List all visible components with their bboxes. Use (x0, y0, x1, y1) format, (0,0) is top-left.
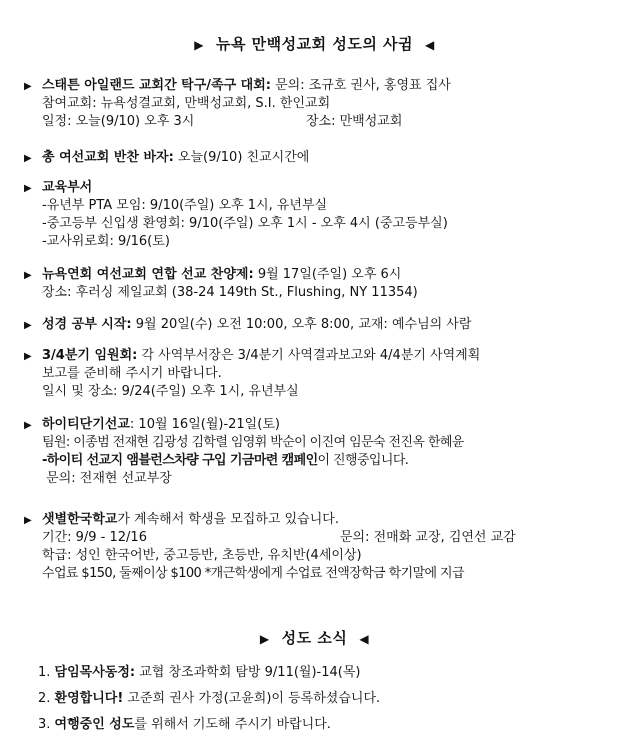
item-title: 환영합니다! (54, 691, 124, 706)
announcement-line: -교사위로회: 9/16(토) (42, 234, 170, 249)
item-number: 3. (38, 717, 51, 732)
bullet-icon: ▶ (24, 153, 32, 164)
contact-text: 문의: 전재현 선교부장 (42, 471, 172, 486)
bullet-icon: ▶ (24, 515, 32, 526)
team-members: 팀원: 이종범 전재현 김광성 김학렬 임영휘 박순이 이진여 임문숙 전진옥 한혜윤 (42, 435, 464, 450)
announcement-praise-festival (24, 266, 619, 302)
bullet-icon: ▶ (24, 270, 32, 281)
announcement-text: : 10월 16일(월)-21일(토) (129, 417, 280, 432)
section-header-fellowship (0, 33, 629, 54)
item-title: 담임목사동정: (54, 665, 136, 680)
announcement-text: 문의: 조규호 권사, 홍영표 집사 (270, 78, 451, 93)
item-number: 2. (38, 691, 51, 706)
item-title: 여행중인 성도 (54, 717, 135, 732)
bullet-icon: ▶ (24, 81, 32, 92)
section-title: 뉴욕 만백성교회 성도의 사귐 (215, 35, 414, 53)
announcement-title: 총 여선교회 반찬 바자: (42, 150, 174, 165)
announcement-title: 하이티단기선교 (42, 417, 130, 432)
announcement-korean-school (24, 511, 619, 583)
announcement-text: 오늘(9/10) 친교시간에 (173, 150, 310, 165)
item-number: 1. (38, 665, 51, 680)
triangle-right-icon: ▶ (259, 632, 270, 646)
announcement-tabletennis (24, 77, 619, 131)
triangle-left-icon: ◀ (359, 632, 370, 646)
announcement-line: 보고를 준비해 주시기 바랍니다. (42, 366, 222, 381)
announcement-bible-study (24, 316, 619, 334)
announcement-haiti-mission (24, 416, 619, 488)
announcement-line: 참여교회: 뉴욕성결교회, 만백성교회, S.I. 한인교회 (42, 96, 331, 111)
tuition-text: 수업료 $150, 둘째이상 $100 *개근학생에게 수업료 전액장학금 학기말에 지급 (42, 566, 464, 581)
announcement-line: -중고등부 신입생 환영회: 9/10(주일) 오후 1시 - 오후 4시 (중고등부실) (42, 216, 448, 231)
bullet-icon: ▶ (24, 320, 32, 331)
location-text: 장소: 만백성교회 (306, 114, 403, 129)
triangle-right-icon: ▶ (194, 38, 204, 52)
announcement-education (24, 179, 619, 251)
list-item (38, 712, 380, 738)
bullet-icon: ▶ (24, 351, 32, 362)
announcement-title: 3/4분기 임원회: (42, 348, 138, 363)
item-text: 교협 창조과학회 탐방 9/11(월)-14(목) (135, 665, 361, 680)
announcement-title: 뉴욕연회 여선교회 연합 선교 찬양제: (42, 267, 254, 282)
announcement-text: 각 사역부서장은 3/4분기 사역결과보고와 4/4분기 사역계획 (137, 348, 481, 363)
announcement-title: 스태튼 아일랜드 교회간 탁구/족구 대회: (42, 78, 271, 93)
item-text: 를 위해서 기도해 주시기 바랍니다. (134, 717, 331, 732)
campaign-text: 이 진행중입니다. (317, 453, 409, 468)
announcement-line: -유년부 PTA 모임: 9/10(주일) 오후 1시, 유년부실 (42, 198, 328, 213)
bullet-icon: ▶ (24, 420, 32, 431)
list-item (38, 686, 380, 712)
announcement-title: 샛별한국학교 (42, 512, 118, 527)
announcement-title: 교육부서 (42, 180, 93, 195)
section-header-news (0, 627, 629, 648)
announcement-line: 학급: 성인 한국어반, 중고등반, 초등반, 유치반(4세이상) (42, 548, 362, 563)
period-text: 기간: 9/9 - 12/16 (42, 530, 147, 545)
section-title: 성도 소식 (281, 629, 348, 647)
announcement-line: 일시 및 장소: 9/24(주일) 오후 1시, 유년부실 (42, 384, 299, 399)
list-item (38, 660, 380, 686)
announcement-text: 가 계속해서 학생을 모집하고 있습니다. (117, 512, 339, 527)
item-text: 고준희 권사 가정(고윤희)이 등록하셨습니다. (123, 691, 381, 706)
announcement-line: 장소: 후러싱 제일교회 (38-24 149th St., Flushing, NY 11354) (42, 285, 418, 300)
announcement-board-meeting (24, 347, 619, 401)
news-list (38, 660, 380, 738)
announcement-title: 성경 공부 시작: (42, 317, 132, 332)
bullet-icon: ▶ (24, 183, 32, 194)
schedule-text: 일정: 오늘(9/10) 오후 3시 (42, 114, 195, 129)
campaign-title: -하이티 선교지 앰블런스차량 구입 기금마련 캠페인 (42, 453, 318, 468)
announcement-bazaar (24, 149, 619, 167)
triangle-left-icon: ◀ (425, 38, 435, 52)
contact-text: 문의: 전매화 교장, 김연선 교감 (340, 530, 516, 545)
announcement-text: 9월 20일(수) 오전 10:00, 오후 8:00, 교재: 예수님의 사람 (131, 317, 472, 332)
announcement-text: 9월 17일(주일) 오후 6시 (253, 267, 402, 282)
